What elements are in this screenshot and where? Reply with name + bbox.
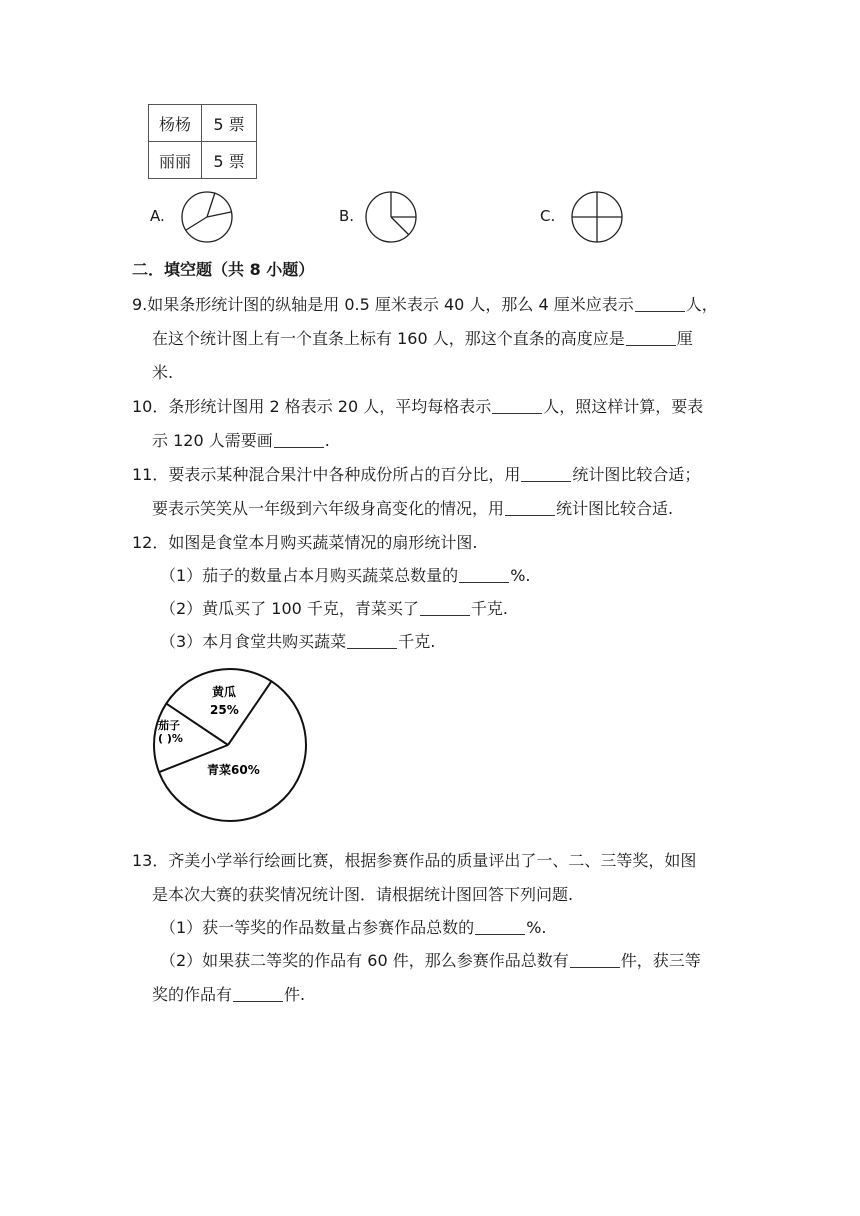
- question-text: （1）获一等奖的作品数量占参赛作品总数的: [160, 918, 475, 937]
- question-11-line-2: [152, 496, 673, 519]
- answer-blank[interactable]: [475, 920, 525, 935]
- table-row: [149, 105, 257, 142]
- answer-blank[interactable]: [626, 331, 676, 346]
- question-text: 奖的作品有: [152, 985, 233, 1004]
- question-text: %.: [526, 918, 547, 937]
- question-12-part-1: [160, 563, 530, 586]
- question-13-line-2: 是本次大赛的获奖情况统计图．请根据统计图回答下列问题.: [152, 885, 574, 904]
- option-a-pie: [178, 190, 236, 244]
- answer-blank[interactable]: [492, 399, 542, 414]
- question-13-line-1: 13．齐美小学举行绘画比赛，根据参赛作品的质量评出了一、二、三等奖，如图: [132, 851, 697, 870]
- question-text: 统计图比较合适；: [572, 465, 701, 484]
- question-12-title: 12．如图是食堂本月购买蔬菜情况的扇形统计图.: [132, 533, 478, 552]
- question-9-line-3: 米.: [152, 363, 174, 382]
- question-text: 厘: [676, 329, 693, 348]
- answer-blank[interactable]: [347, 634, 397, 649]
- question-text: 在这个统计图上有一个直条上标有 160 人，那这个直条的高度应是: [152, 329, 625, 348]
- option-b-label: B.: [339, 207, 355, 225]
- slice-label-eggplant: 茄子: [158, 719, 180, 732]
- question-13-part-1: [160, 915, 546, 938]
- answer-blank[interactable]: [521, 467, 571, 482]
- slice-value-cucumber: 25%: [210, 703, 239, 717]
- question-text: （3）本月食堂共购买蔬菜: [160, 632, 347, 651]
- question-text: 千克.: [398, 632, 436, 651]
- vote-table: [148, 104, 257, 179]
- answer-blank[interactable]: [459, 568, 509, 583]
- question-text: 要表示笑笑从一年级到六年级身高变化的情况，用: [152, 499, 505, 518]
- slice-value-cabbage: 青菜60%: [207, 763, 260, 777]
- answer-blank[interactable]: [420, 601, 470, 616]
- question-10-line-1: [132, 394, 703, 417]
- answer-blank[interactable]: [635, 297, 685, 312]
- question-text: 件.: [284, 985, 306, 1004]
- answer-blank[interactable]: [570, 953, 620, 968]
- question-12-part-3: [160, 629, 435, 652]
- option-c-pie: [568, 190, 626, 244]
- question-text: 统计图比较合适.: [556, 499, 674, 518]
- question-text: （2）如果获二等奖的作品有 60 件，那么参赛作品总数有: [160, 951, 569, 970]
- question-text: 人，: [685, 295, 718, 314]
- candidate-name: 丽丽: [149, 142, 202, 179]
- question-text: .: [324, 431, 330, 450]
- table-row: [149, 142, 257, 179]
- answer-blank[interactable]: [233, 987, 283, 1002]
- section-title: 二．填空题（共 8 小题）: [132, 260, 315, 279]
- slice-value-eggplant: ( )%: [158, 732, 183, 745]
- vote-count: 5 票: [202, 105, 257, 142]
- question-10-line-2: [152, 428, 330, 451]
- option-b-pie: [362, 190, 420, 244]
- option-c-label: C.: [540, 207, 556, 225]
- question-text: 件，获三等: [620, 951, 701, 970]
- question-text: 示 120 人需要画: [152, 431, 273, 450]
- question-text: 11．要表示某种混合果汁中各种成份所占的百分比，用: [132, 465, 521, 484]
- question-text: （1）茄子的数量占本月购买蔬菜总数量的: [160, 566, 459, 585]
- answer-blank[interactable]: [274, 433, 324, 448]
- question-text: %.: [510, 566, 531, 585]
- vote-count: 5 票: [202, 142, 257, 179]
- question-text: 9.如果条形统计图的纵轴是用 0.5 厘米表示 40 人，那么 4 厘米应表示: [132, 295, 634, 314]
- option-a-label: A.: [150, 207, 165, 225]
- question-text: 10．条形统计图用 2 格表示 20 人，平均每格表示: [132, 397, 492, 416]
- vegetable-pie-chart: [150, 668, 310, 822]
- question-13-part-3: [152, 982, 305, 1005]
- question-12-part-2: [160, 596, 508, 619]
- question-text: 人，照这样计算，要表: [543, 397, 704, 416]
- slice-label-cucumber: 黄瓜: [212, 685, 237, 699]
- question-9-line-1: [132, 292, 718, 315]
- question-9-line-2: [152, 326, 693, 349]
- question-text: 千克.: [470, 599, 508, 618]
- question-text: （2）黄瓜买了 100 千克，青菜买了: [160, 599, 419, 618]
- answer-blank[interactable]: [505, 501, 555, 516]
- candidate-name: 杨杨: [149, 105, 202, 142]
- question-13-part-2: [160, 948, 701, 971]
- question-11-line-1: [132, 462, 700, 485]
